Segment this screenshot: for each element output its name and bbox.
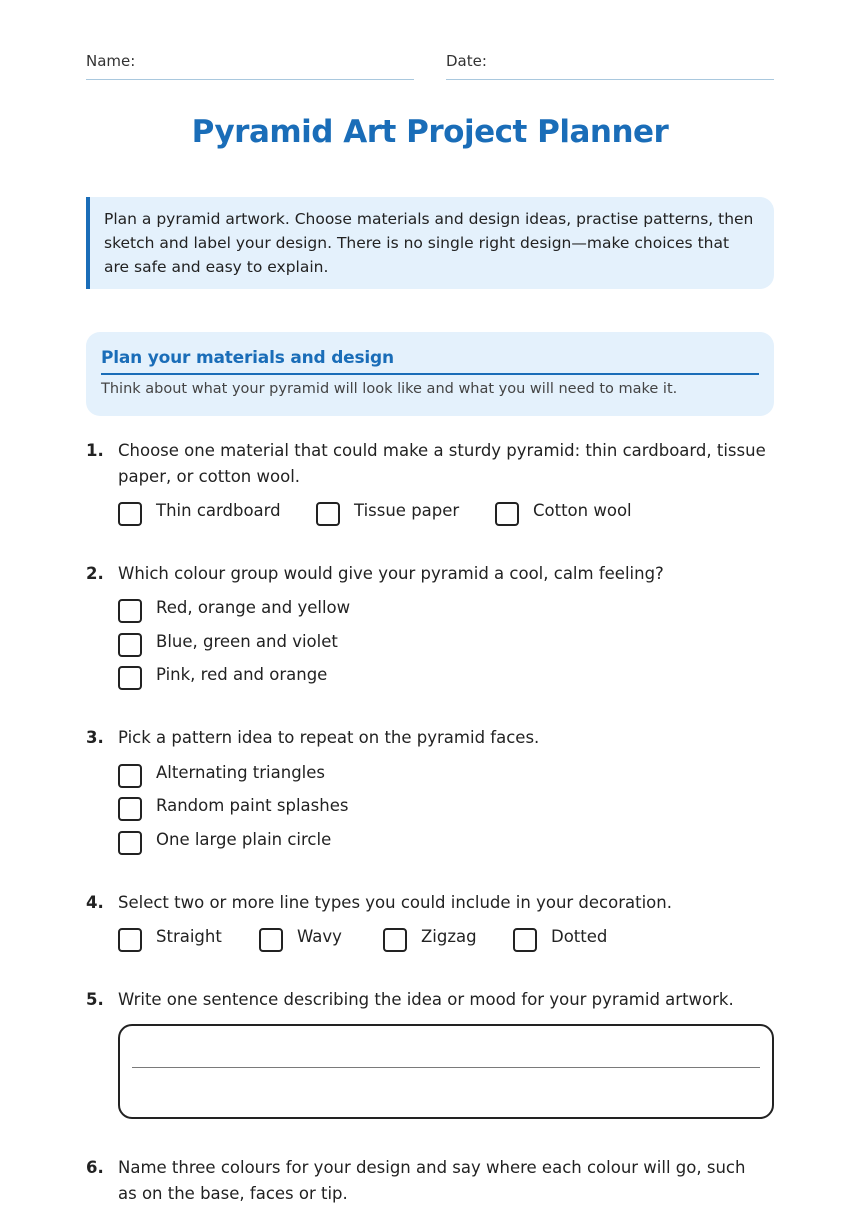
checkbox[interactable] (118, 928, 142, 952)
option-label: Pink, red and orange (156, 665, 328, 684)
section-title: Plan your materials and design (101, 348, 759, 375)
checkbox[interactable] (513, 928, 537, 952)
question-text: Choose one material that could make a sturdy pyramid: thin cardboard, tissue paper, or cotton wool. (118, 441, 766, 486)
answer-box[interactable] (118, 1024, 774, 1119)
checkbox[interactable] (383, 928, 407, 952)
checkbox[interactable] (495, 502, 519, 526)
date-label: Date: (446, 52, 487, 70)
option-label: Random paint splashes (156, 796, 349, 815)
checkbox[interactable] (118, 599, 142, 623)
question-text: Which colour group would give your pyramid a cool, calm feeling? (118, 564, 664, 583)
question-number: 6. (86, 1158, 104, 1177)
option-label: Thin cardboard (156, 501, 281, 520)
intro-callout (86, 197, 774, 289)
checkbox[interactable] (259, 928, 283, 952)
question-number: 5. (86, 990, 104, 1009)
writing-line (132, 1067, 760, 1068)
option-label: Cotton wool (533, 501, 632, 520)
page-title: Pyramid Art Project Planner (191, 114, 669, 150)
section-subtitle: Think about what your pyramid will look like and what you will need to make it. (101, 381, 678, 397)
option-label: Blue, green and violet (156, 632, 338, 651)
checkbox[interactable] (118, 831, 142, 855)
option-label: Alternating triangles (156, 763, 325, 782)
name-label: Name: (86, 52, 136, 70)
question-number: 3. (86, 728, 104, 747)
question-number: 1. (86, 441, 104, 460)
checkbox[interactable] (118, 764, 142, 788)
section-header (86, 332, 774, 416)
checkbox[interactable] (316, 502, 340, 526)
date-field[interactable] (446, 52, 774, 80)
checkbox[interactable] (118, 502, 142, 526)
option-label: Red, orange and yellow (156, 598, 351, 617)
option-label: Straight (156, 927, 222, 946)
intro-text: Plan a pyramid artwork. Choose materials and design ideas, practise patterns, then sketch and label your design. There is no single right design—make choices that are safe and easy to explain. (104, 210, 754, 276)
option-label: One large plain circle (156, 830, 332, 849)
question-number: 4. (86, 893, 104, 912)
question-text: Select two or more line types you could include in your decoration. (118, 893, 672, 912)
question-text: Write one sentence describing the idea or mood for your pyramid artwork. (118, 990, 734, 1009)
question-text: Pick a pattern idea to repeat on the pyramid faces. (118, 728, 540, 747)
option-label: Zigzag (421, 927, 477, 946)
checkbox[interactable] (118, 797, 142, 821)
option-label: Wavy (297, 927, 342, 946)
checkbox[interactable] (118, 633, 142, 657)
name-field[interactable] (86, 52, 414, 80)
checkbox[interactable] (118, 666, 142, 690)
option-label: Tissue paper (354, 501, 460, 520)
option-label: Dotted (551, 927, 608, 946)
question-number: 2. (86, 564, 104, 583)
question-text: Name three colours for your design and say where each colour will go, such as on the base, faces or tip. (118, 1158, 746, 1203)
